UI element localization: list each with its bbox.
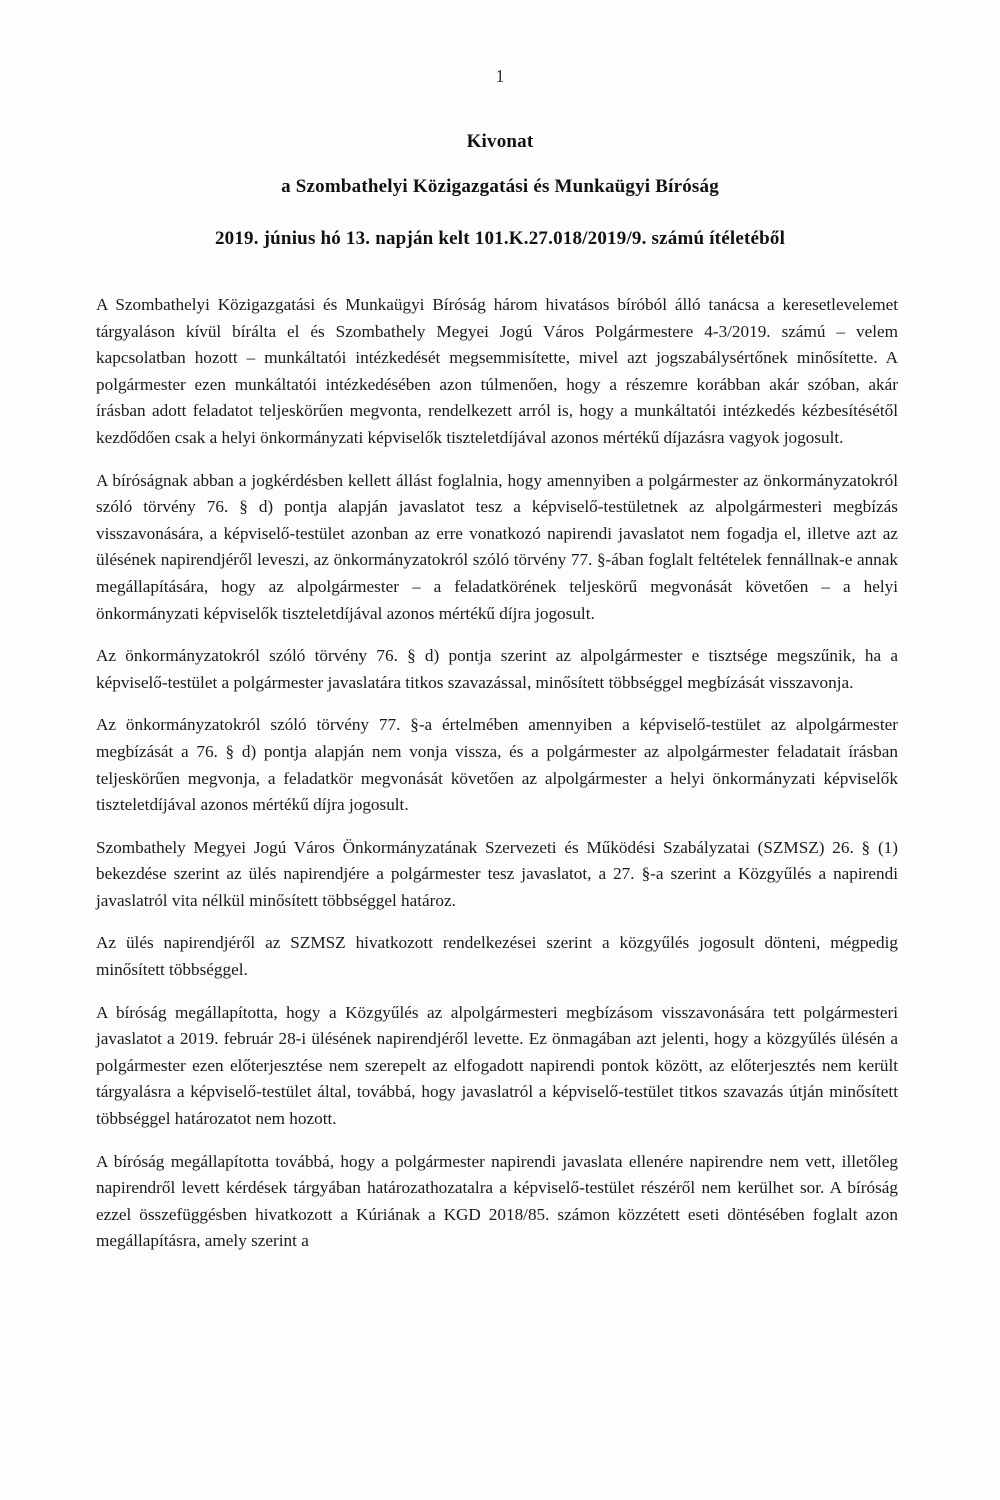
document-title: Kivonat: [466, 131, 534, 152]
paragraph: Az önkormányzatokról szóló törvény 76. § d) pontja szerint az alpolgármester e tisztsége megszűnik, ha a képviselő-testület a polgármester javaslatára titkos szavazással, minősített többséggel megbízását visszavonja.: [96, 646, 898, 692]
paragraph: A bíróság megállapította továbbá, hogy a polgármester napirendi javaslata ellenére napirendre nem vett, illetőleg napirendről levett kérdések tárgyában határozathozatalra a képviselő-testület részéről nem kerülhet sor. A bíróság ezzel összefüggésben hivatkozott a Kúriának a KGD 2018/85. számon közzétett eseti döntésében foglalt azon megállapításra, amely szerint a: [96, 1151, 898, 1251]
paragraph: Az ülés napirendjéről az SZMSZ hivatkozott rendelkezései szerint a közgyűlés jogosult dönteni, mégpedig minősített többséggel.: [96, 933, 898, 980]
paragraph: Szombathely Megyei Jogú Város Önkormányzatának Szervezeti és Működési Szabályzatai (SZMSZ) 26. § (1) bekezdése szerint az ülés napirendjére a polgármester tesz javaslatot, a 27. §-a szerint a Közgyűlés a napirendi javaslatról vita nélkül minősített többséggel határoz.: [96, 837, 898, 910]
document-body: [96, 292, 898, 1271]
page-number: 1: [495, 66, 505, 86]
paragraph: Az önkormányzatokról szóló törvény 77. §-a értelmében amennyiben a képviselő-testület az alpolgármester megbízását a 76. § d) pontja alapján nem vonja vissza, és a polgármester az alpolgármester feladatait írásban teljeskörűen megvonja, a feladatkör megvonását követően az alpolgármester a helyi önkormányzati képviselők tiszteletdíjával azonos mértékű díjra jogosult.: [96, 715, 898, 815]
paragraph: A bíróság megállapította, hogy a Közgyűlés az alpolgármesteri megbízásom visszavonására tett polgármesteri javaslatot a 2019. február 28-i ülésének napirendjéről levette. Ez önmagában azt jelenti, hogy a közgyűlés ülésén a polgármester ezen előterjesztése nem szerepelt az elfogadott napirendi pontok között, az előterjesztés nem került tárgyalásra a képviselő-testület által, továbbá, hogy javaslatról a képviselő-testület titkos szavazás útján minősített többséggel határozatot nem hozott.: [96, 1002, 898, 1129]
court-heading: a Szombathelyi Közigazgatási és Munkaügyi Bíróság: [281, 176, 719, 197]
paragraph: A bíróságnak abban a jogkérdésben kellett állást foglalnia, hogy amennyiben a polgármester az önkormányzatokról szóló törvény 76. § d) pontja alapján javaslatot tesz a képviselő-testületnek az alpolgármesteri megbízás visszavonására, a képviselő-testület azonban az erre vonatkozó napirendi javaslatot nem fogadja el, illetve azt az ülésének napirendjéről leveszi, az önkormányzatokról szóló törvény 77. §-ában foglalt feltételek fennállnak-e annak megállapítására, hogy az alpolgármester – a feladatkörének teljeskörű megvonását követően – a helyi önkormányzati képviselők tiszteletdíjával azonos mértékű díjra jogosult.: [96, 470, 898, 623]
paragraph: A Szombathelyi Közigazgatási és Munkaügyi Bíróság három hivatásos bíróból álló tanácsa a keresetlevelemet tárgyaláson kívül bírálta el és Szombathely Megyei Jogú Város Polgármestere 4-3/2019. számú – velem kapcsolatban hozott – munkáltatói intézkedését megsemmisítette, mivel azt jogszabálysértőnek minősítette. A polgármester ezen munkáltatói intézkedésében azon túlmenően, hogy a részemre korábban akár szóban, akár írásban adott feladatot teljeskörűen megvonta, rendelkezett arról is, hogy a munkáltatói intézkedés kézbesítésétől kezdődően csak a helyi önkormányzati képviselők tiszteletdíjával azonos mértékű díjazásra vagyok jogosult.: [96, 295, 898, 447]
ruling-heading: 2019. június hó 13. napján kelt 101.K.27.018/2019/9. számú ítéletéből: [214, 228, 786, 249]
